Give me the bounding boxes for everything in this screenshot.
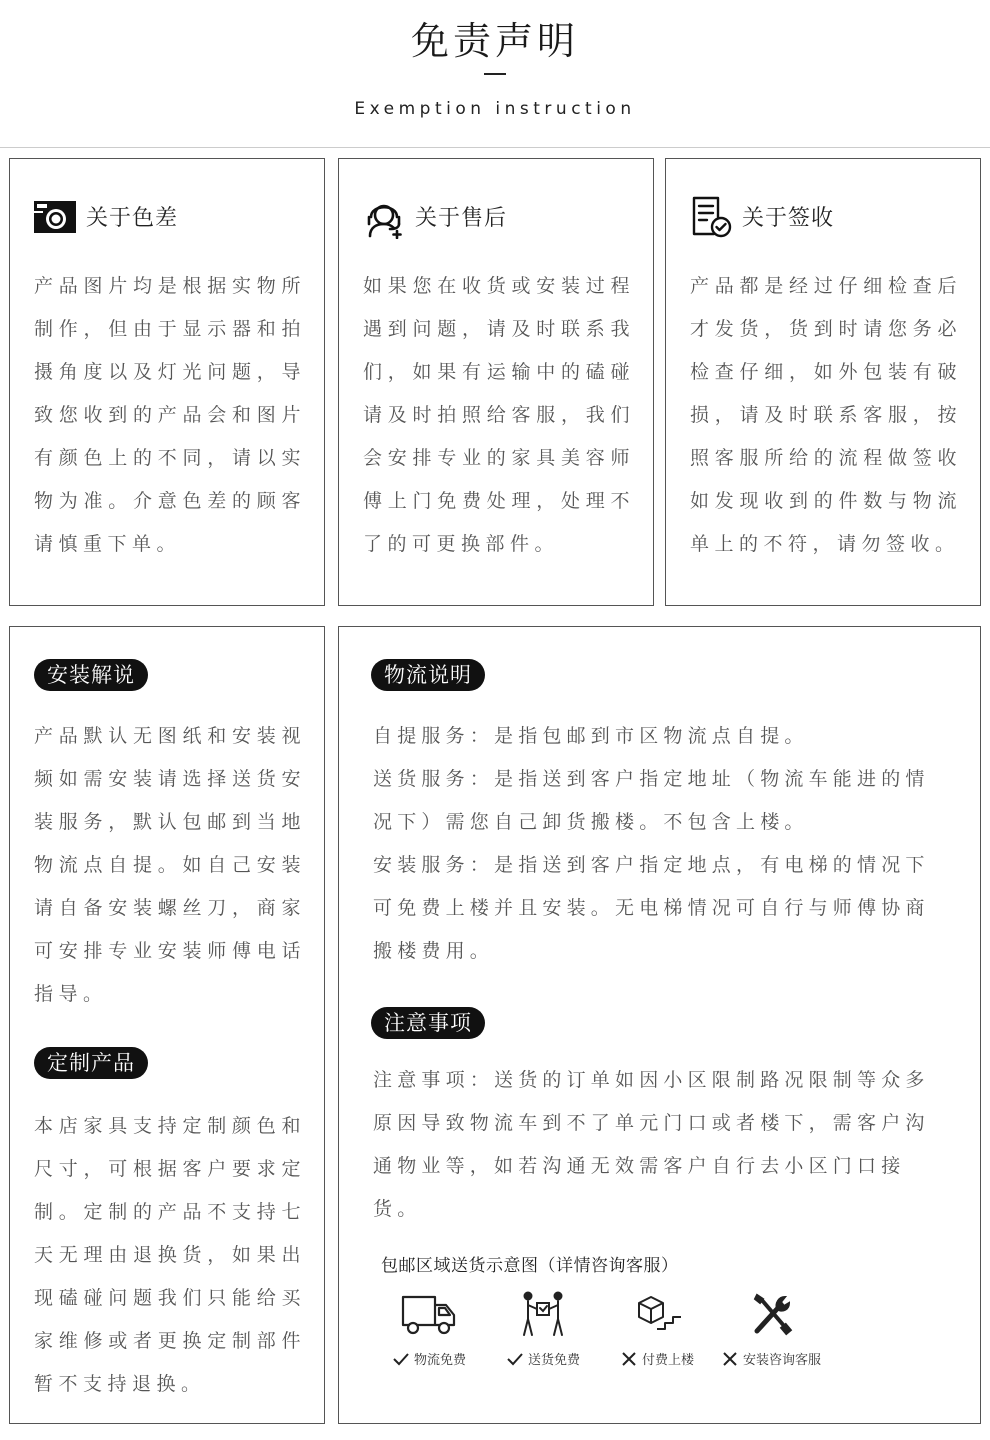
card-header: [688, 193, 834, 239]
header-rule: [0, 147, 990, 148]
card-header: [361, 193, 507, 239]
custom-tag: 定制产品: [34, 1047, 148, 1079]
logistics-text: [373, 715, 953, 973]
delivery-item-label: 物流免费: [413, 1353, 466, 1368]
page-header: [0, 0, 990, 148]
custom-text: 本店家具支持定制颜色和尺寸，可根据客户要求定制。定制的产品不支持七天无理由退换货，如果出现磕碰问题我们只能给买家维修或者更换定制部件暂不支持退换。: [34, 1115, 306, 1395]
card-title: 关于售后: [415, 205, 508, 231]
truck-icon: [399, 1291, 459, 1337]
logistics-line-delivery: 送货服务：是指送到客户指定地址（物流车能进的情况下）需您自己卸货搬楼。不包含上楼。: [373, 768, 930, 833]
delivery-item-label: 送货免费: [527, 1353, 580, 1368]
logistics-tag: 物流说明: [371, 659, 485, 691]
cross-icon: [620, 1350, 638, 1368]
check-icon: [392, 1350, 410, 1368]
card-title: 关于签收: [742, 205, 835, 231]
delivery-item-label: 安装咨询客服: [742, 1353, 821, 1368]
camera-icon: [32, 193, 78, 239]
delivery-item-label: 付费上楼: [641, 1353, 694, 1368]
card-body: 产品图片均是根据实物所制作，但由于显示器和拍摄角度以及灯光问题，导致您收到的产品会和图片有颜色上的不同，请以实物为准。介意色差的顾客请慎重下单。: [34, 275, 306, 555]
checklist-icon: [688, 193, 734, 239]
delivery-diagram-title: 包邮区域送货示意图（详情咨询客服）: [381, 1256, 679, 1276]
card-header: [32, 193, 178, 239]
delivery-item: [373, 1291, 485, 1371]
delivery-item: [601, 1291, 713, 1371]
card-body: 产品都是经过仔细检查后才发货，货到时请您务必检查仔细，如外包装有破损，请及时联系客服，按照客服所给的流程做签收如发现收到的件数与物流单上的不符，请勿签收。: [690, 275, 962, 555]
card-sign-receipt: [665, 158, 981, 606]
notice-text: 注意事项：送货的订单如因小区限制路况限制等众多原因导致物流车到不了单元门口或者楼下，需客户沟通物业等，如若沟通无效需客户自行去小区门口接货。: [373, 1069, 930, 1220]
card-title: 关于色差: [86, 205, 179, 231]
card-logistics: [338, 626, 981, 1424]
card-color-difference: [9, 158, 325, 606]
headset-icon: [361, 193, 407, 239]
install-text: 产品默认无图纸和安装视频如需安装请选择送货安装服务，默认包邮到当地物流点自提。如自己安装请自备安装螺丝刀，商家可安排专业安装师傅电话指导。: [34, 725, 306, 1005]
cross-icon: [721, 1350, 739, 1368]
check-icon: [506, 1350, 524, 1368]
card-install-custom: [9, 626, 325, 1424]
title-divider: [484, 73, 506, 75]
box-stairs-icon: [627, 1291, 687, 1337]
notice-tag: 注意事项: [371, 1007, 485, 1039]
delivery-item: [487, 1291, 599, 1371]
page-title: 免责声明: [410, 19, 579, 63]
tools-icon: [741, 1291, 801, 1337]
delivery-item: [715, 1291, 827, 1371]
logistics-line-self-pickup: 自提服务：是指包邮到市区物流点自提。: [373, 725, 809, 747]
card-after-sale: [338, 158, 654, 606]
page-subtitle: Exemption instruction: [354, 99, 636, 119]
logistics-line-installation: 安装服务：是指送到客户指定地点，有电梯的情况下可免费上楼并且安装。无电梯情况可自行与师傅协商搬楼费用。: [373, 854, 930, 962]
card-body: 如果您在收货或安装过程遇到问题，请及时联系我们，如果有运输中的磕碰请及时拍照给客服，我们会安排专业的家具美容师傅上门免费处理，处理不了的可更换部件。: [363, 275, 635, 555]
install-tag: 安装解说: [34, 659, 148, 691]
delivery-people-icon: [513, 1291, 573, 1337]
